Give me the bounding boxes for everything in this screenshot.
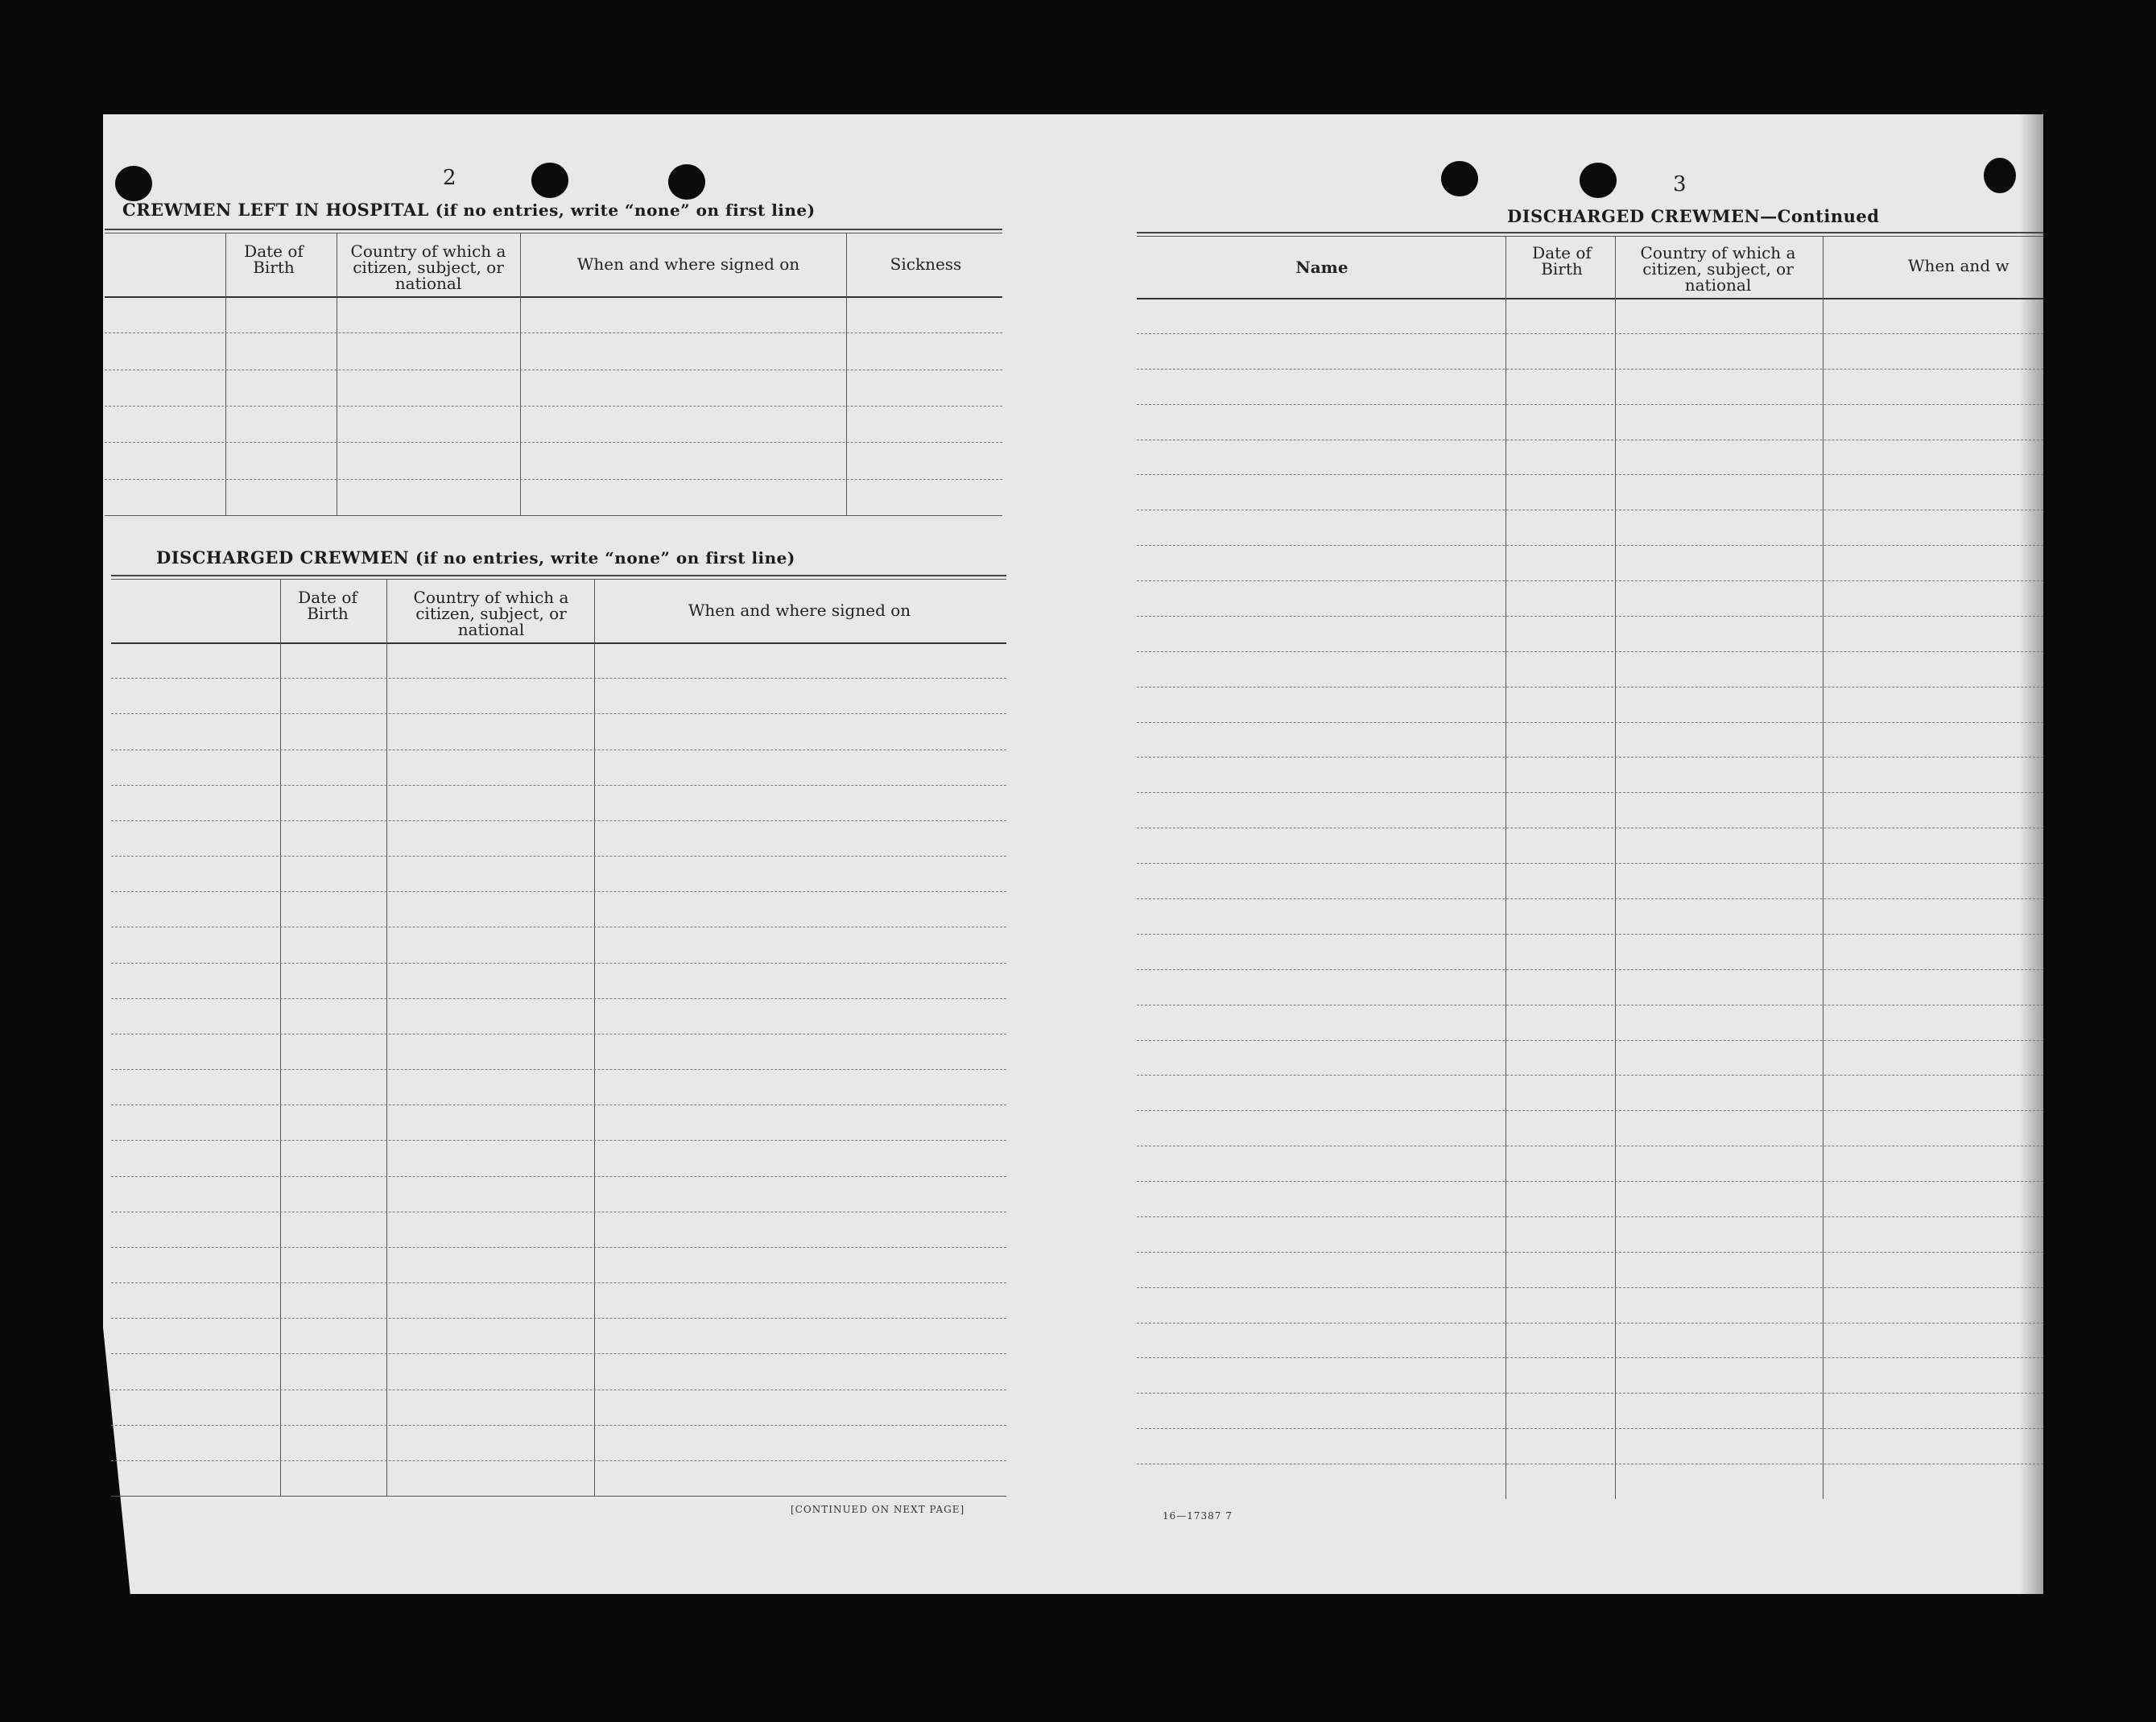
entry-row (1137, 1110, 2043, 1111)
entry-row (111, 678, 1006, 679)
column-header-country: Country of which a citizen, subject, or national (413, 588, 569, 639)
entry-row (1137, 333, 2043, 334)
entry-row (1137, 898, 2043, 899)
column-header-date-of-birth: Date of Birth (298, 588, 357, 623)
entry-row (1137, 474, 2043, 475)
entry-row (111, 820, 1006, 821)
entry-row (111, 1069, 1006, 1070)
column-divider (1823, 237, 1824, 1499)
entry-row (111, 1247, 1006, 1248)
column-header-date-of-birth: Date of Birth (1532, 243, 1592, 279)
entry-row (1137, 934, 2043, 935)
table-top-rule (1137, 236, 2043, 237)
hospital-section-title (122, 200, 816, 220)
entry-row (1137, 651, 2043, 652)
table-top-rule (111, 575, 1006, 576)
discharged-section-title (156, 547, 795, 568)
page-number-left: 2 (443, 166, 456, 190)
table-top-rule (105, 229, 1002, 230)
table-top-rule (1137, 232, 2043, 233)
column-divider (520, 233, 521, 515)
column-header-country: Country of which a citizen, subject, or national (350, 242, 506, 293)
punch-hole (531, 163, 568, 198)
form-number-footer: 16—17387 7 (1163, 1510, 1233, 1522)
column-divider (386, 580, 387, 1496)
entry-row (1137, 1287, 2043, 1288)
entry-row (111, 1353, 1006, 1354)
entry-row (111, 1318, 1006, 1319)
column-divider (1505, 237, 1506, 1499)
entry-row (111, 856, 1006, 857)
entry-row (1137, 404, 2043, 405)
continued-footer: [CONTINUED ON NEXT PAGE] (791, 1504, 965, 1515)
entry-row (1137, 1357, 2043, 1358)
entry-row (111, 963, 1006, 964)
discharged-title-text: DISCHARGED CREWMEN (156, 547, 410, 568)
column-header-country: Country of which a citizen, subject, or national (1640, 243, 1796, 295)
column-divider (280, 580, 281, 1496)
header-underline (1137, 298, 2043, 299)
column-divider (594, 580, 595, 1496)
punch-hole (115, 166, 152, 201)
punch-hole (1441, 161, 1478, 196)
discharged-table (111, 575, 1006, 1496)
column-header-name: Name (1295, 258, 1349, 277)
entry-row (111, 998, 1006, 999)
entry-row (111, 1140, 1006, 1141)
punch-hole (668, 164, 705, 200)
punch-hole (1580, 163, 1617, 198)
entry-row (111, 1282, 1006, 1283)
column-header-sickness: Sickness (890, 254, 962, 274)
header-underline (111, 642, 1006, 644)
entry-row (1137, 545, 2043, 546)
entry-row (1137, 1181, 2043, 1182)
entry-row (1137, 1428, 2043, 1429)
column-header-signed-on: When and w (1908, 256, 2009, 275)
entry-row (1137, 1040, 2043, 1041)
entry-row (1137, 369, 2043, 370)
discharged-continued-table (1137, 232, 2043, 1499)
column-divider (225, 233, 226, 515)
entry-row (111, 785, 1006, 786)
entry-row (1137, 687, 2043, 688)
entry-row (1137, 616, 2043, 617)
entry-row (1137, 1252, 2043, 1253)
entry-row (111, 1460, 1006, 1461)
entry-row (105, 479, 1002, 480)
entry-row (111, 713, 1006, 714)
entry-row (1137, 1393, 2043, 1394)
column-divider (1615, 237, 1616, 1499)
entry-row (105, 442, 1002, 443)
entry-row (105, 406, 1002, 407)
entry-row (1137, 722, 2043, 723)
entry-row (111, 891, 1006, 892)
entry-row (1137, 1216, 2043, 1217)
hospital-title-note: (if no entries, write “none” on first line) (435, 200, 816, 220)
header-underline (105, 296, 1002, 298)
entry-row (111, 1176, 1006, 1177)
entry-row (1137, 792, 2043, 793)
entry-row (1137, 1075, 2043, 1076)
entry-row (1137, 757, 2043, 758)
entry-row (111, 1496, 1006, 1497)
column-header-signed-on: When and where signed on (688, 601, 911, 620)
entry-row (1137, 969, 2043, 970)
column-header-signed-on: When and where signed on (576, 254, 800, 274)
entry-row (1137, 580, 2043, 581)
discharged-continued-title: DISCHARGED CREWMEN—Continued (1507, 206, 1880, 226)
page-number-right: 3 (1673, 172, 1687, 196)
column-header-date-of-birth: Date of Birth (244, 242, 304, 277)
entry-row (105, 515, 1002, 516)
hospital-title-text: CREWMEN LEFT IN HOSPITAL (122, 200, 429, 220)
hospital-table (105, 229, 1002, 515)
table-top-rule (111, 579, 1006, 580)
entry-row (105, 332, 1002, 333)
entry-row (1137, 1005, 2043, 1006)
entry-row (111, 1425, 1006, 1426)
entry-row (1137, 863, 2043, 864)
entry-row (1137, 1323, 2043, 1324)
punch-hole (1984, 158, 2016, 193)
column-divider (846, 233, 847, 515)
discharged-title-note: (if no entries, write “none” on first line) (415, 548, 795, 568)
